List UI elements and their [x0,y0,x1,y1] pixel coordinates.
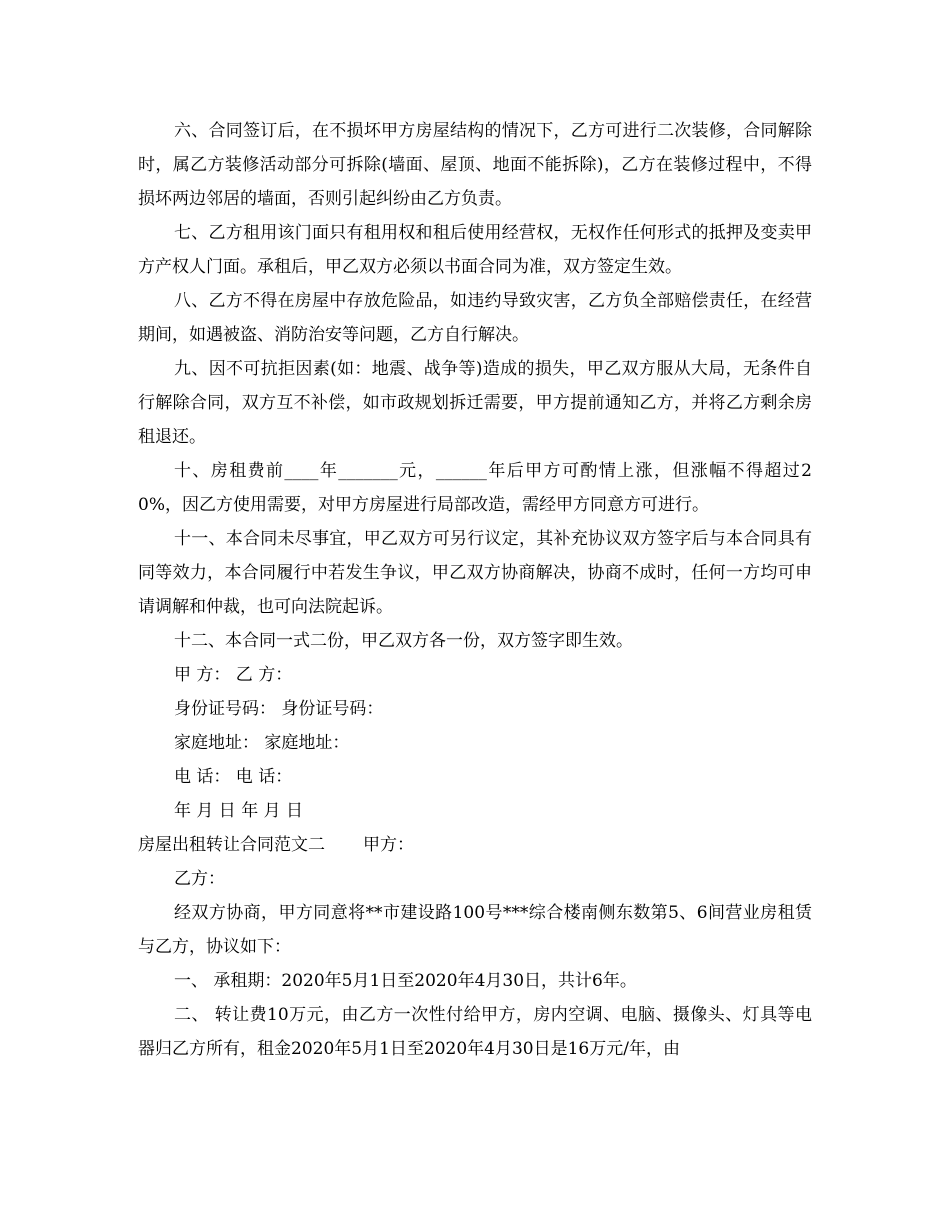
clause-9: 九、因不可抗拒因素(如：地震、战争等)造成的损失，甲乙双方服从大局，无条件自行解除合同，双方互不补偿，如市政规划拆迁需要，甲方提前通知乙方，并将乙方剩余房租退还。 [138,359,812,447]
signature-dates: 年 月 日 年 月 日 [174,801,304,821]
second-contract-party-a: 甲方： [363,835,414,855]
clause-8: 八、乙方不得在房屋中存放危险品，如违约导致灾害，乙方负全部赔偿责任，在经营期间，如遇被盗、消防治安等问题，乙方自行解决。 [138,291,812,345]
clause-12: 十二、本合同一式二份，甲乙双方各一份，双方签字即生效。 [174,631,633,651]
signature-parties: 甲 方： 乙 方： [174,665,293,685]
second-contract-intro: 经双方协商，甲方同意将**市建设路100号***综合楼南侧东数第5、6间营业房租赁与乙方，协议如下： [138,903,812,957]
clause-11: 十一、本合同未尽事宜，甲乙双方可另行议定，其补充协议双方签字后与本合同具有同等效力，本合同履行中若发生争议，甲乙双方协商解决，协商不成时，任何一方均可申请调解和仲裁，也可向法院起诉。 [138,529,812,617]
second-contract-item-1: 一、 承租期：2020年5月1日至2020年4月30日，共计6年。 [174,971,637,991]
signature-addresses: 家庭地址： 家庭地址： [174,733,350,753]
second-contract-party-b: 乙方： [174,869,225,889]
heading-gap [325,828,363,862]
clause-7: 七、乙方租用该门面只有租用权和租后使用经营权，无权作任何形式的抵押及变卖甲方产权人门面。承租后，甲乙双方必须以书面合同为准，双方签定生效。 [138,223,812,277]
second-contract-title: 房屋出租转让合同范文二 [138,835,325,855]
clause-10: 十、房租费前____年_______元，______年后甲方可酌情上涨，但涨幅不得超过20%，因乙方使用需要，对甲方房屋进行局部改造，需经甲方同意方可进行。 [138,461,812,515]
second-contract-item-2: 二、 转让费10万元，由乙方一次性付给甲方，房内空调、电脑、摄像头、灯具等电器归乙方所有，租金2020年5月1日至2020年4月30日是16万元/年，由 [138,1005,812,1059]
signature-id-numbers: 身份证号码： 身份证号码： [174,699,384,719]
document-page [138,114,812,1066]
clause-6: 六、合同签订后，在不损坏甲方房屋结构的情况下，乙方可进行二次装修，合同解除时，属乙方装修活动部分可拆除(墙面、屋顶、地面不能拆除)，乙方在装修过程中，不得损坏两边邻居的墙面，否则引起纠纷由乙方负责。 [138,121,812,209]
second-contract-heading [138,828,812,862]
signature-phones: 电 话： 电 话： [174,767,293,787]
